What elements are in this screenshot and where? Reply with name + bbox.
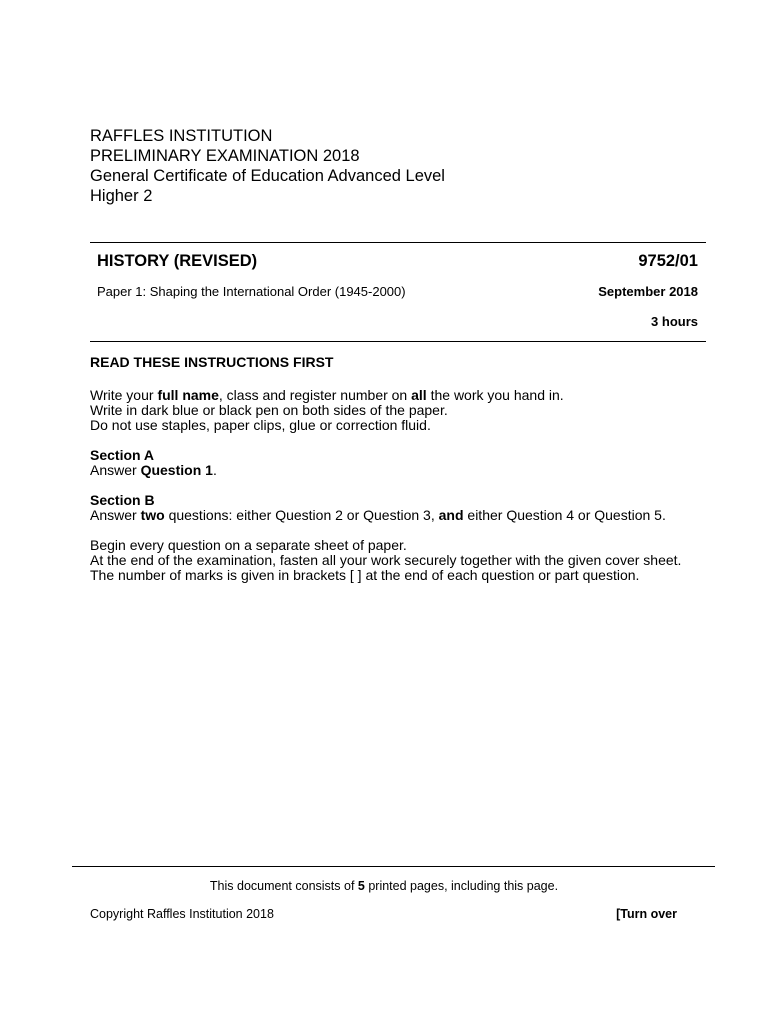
emphasis-full-name: full name <box>157 387 219 403</box>
text-run: either Question 4 or Question 5. <box>463 507 666 523</box>
page-count-number: 5 <box>357 879 365 893</box>
section-a-title: Section A <box>90 447 155 463</box>
text-run: questions: either Question 2 or Question 3, <box>164 507 439 523</box>
subject-box-top-rule <box>90 242 706 243</box>
footer-rule <box>72 866 715 867</box>
emphasis-question-1: Question 1 <box>140 462 213 478</box>
general-instructions <box>90 388 710 433</box>
text-run: , class and register number on <box>218 387 412 403</box>
text-run: printed pages, including this page. <box>364 879 559 893</box>
emphasis-all: all <box>411 387 427 403</box>
instruction-line-separate-sheet: Begin every question on a separate sheet of paper. <box>90 537 407 553</box>
subject-box-bottom-rule <box>90 341 706 342</box>
institution-name: RAFFLES INSTITUTION <box>90 127 273 145</box>
instruction-line-pen: Write in dark blue or black pen on both sides of the paper. <box>90 402 448 418</box>
instruction-line-fasten: At the end of the examination, fasten all your work securely together with the given cover sheet. <box>90 552 682 568</box>
final-instructions <box>90 538 710 583</box>
turn-over-note: [Turn over <box>616 907 677 921</box>
certificate-name: General Certificate of Education Advanced Level <box>90 167 445 185</box>
exam-name: PRELIMINARY EXAMINATION 2018 <box>90 147 360 165</box>
level-name: Higher 2 <box>90 187 153 205</box>
text-run: the work you hand in. <box>426 387 564 403</box>
copyright-notice: Copyright Raffles Institution 2018 <box>90 907 274 921</box>
instructions-heading: READ THESE INSTRUCTIONS FIRST <box>90 354 334 370</box>
instruction-line-staples: Do not use staples, paper clips, glue or correction fluid. <box>90 417 431 433</box>
emphasis-and: and <box>438 507 464 523</box>
subject-title: HISTORY (REVISED) <box>97 252 258 270</box>
exam-duration: 3 hours <box>651 314 698 329</box>
text-run: Write your <box>90 387 158 403</box>
emphasis-two: two <box>140 507 165 523</box>
text-run: . <box>212 462 217 478</box>
paper-name: Paper 1: Shaping the International Order (1945-2000) <box>97 284 406 299</box>
page-count-note <box>0 879 768 893</box>
instruction-line-marks: The number of marks is given in brackets [ ] at the end of each question or part question. <box>90 567 640 583</box>
section-a-instructions <box>90 448 710 478</box>
section-b-text <box>90 508 710 523</box>
section-b-title: Section B <box>90 492 155 508</box>
paper-code: 9752/01 <box>638 252 698 270</box>
section-b-instructions <box>90 493 710 523</box>
text-run: Answer <box>90 507 141 523</box>
section-a-text <box>90 463 710 478</box>
text-run: This document consists of <box>209 879 358 893</box>
exam-date: September 2018 <box>598 284 698 299</box>
exam-header <box>90 126 445 206</box>
text-run: Answer <box>90 462 141 478</box>
instructions-section <box>90 352 710 598</box>
instruction-line-name <box>90 388 710 403</box>
